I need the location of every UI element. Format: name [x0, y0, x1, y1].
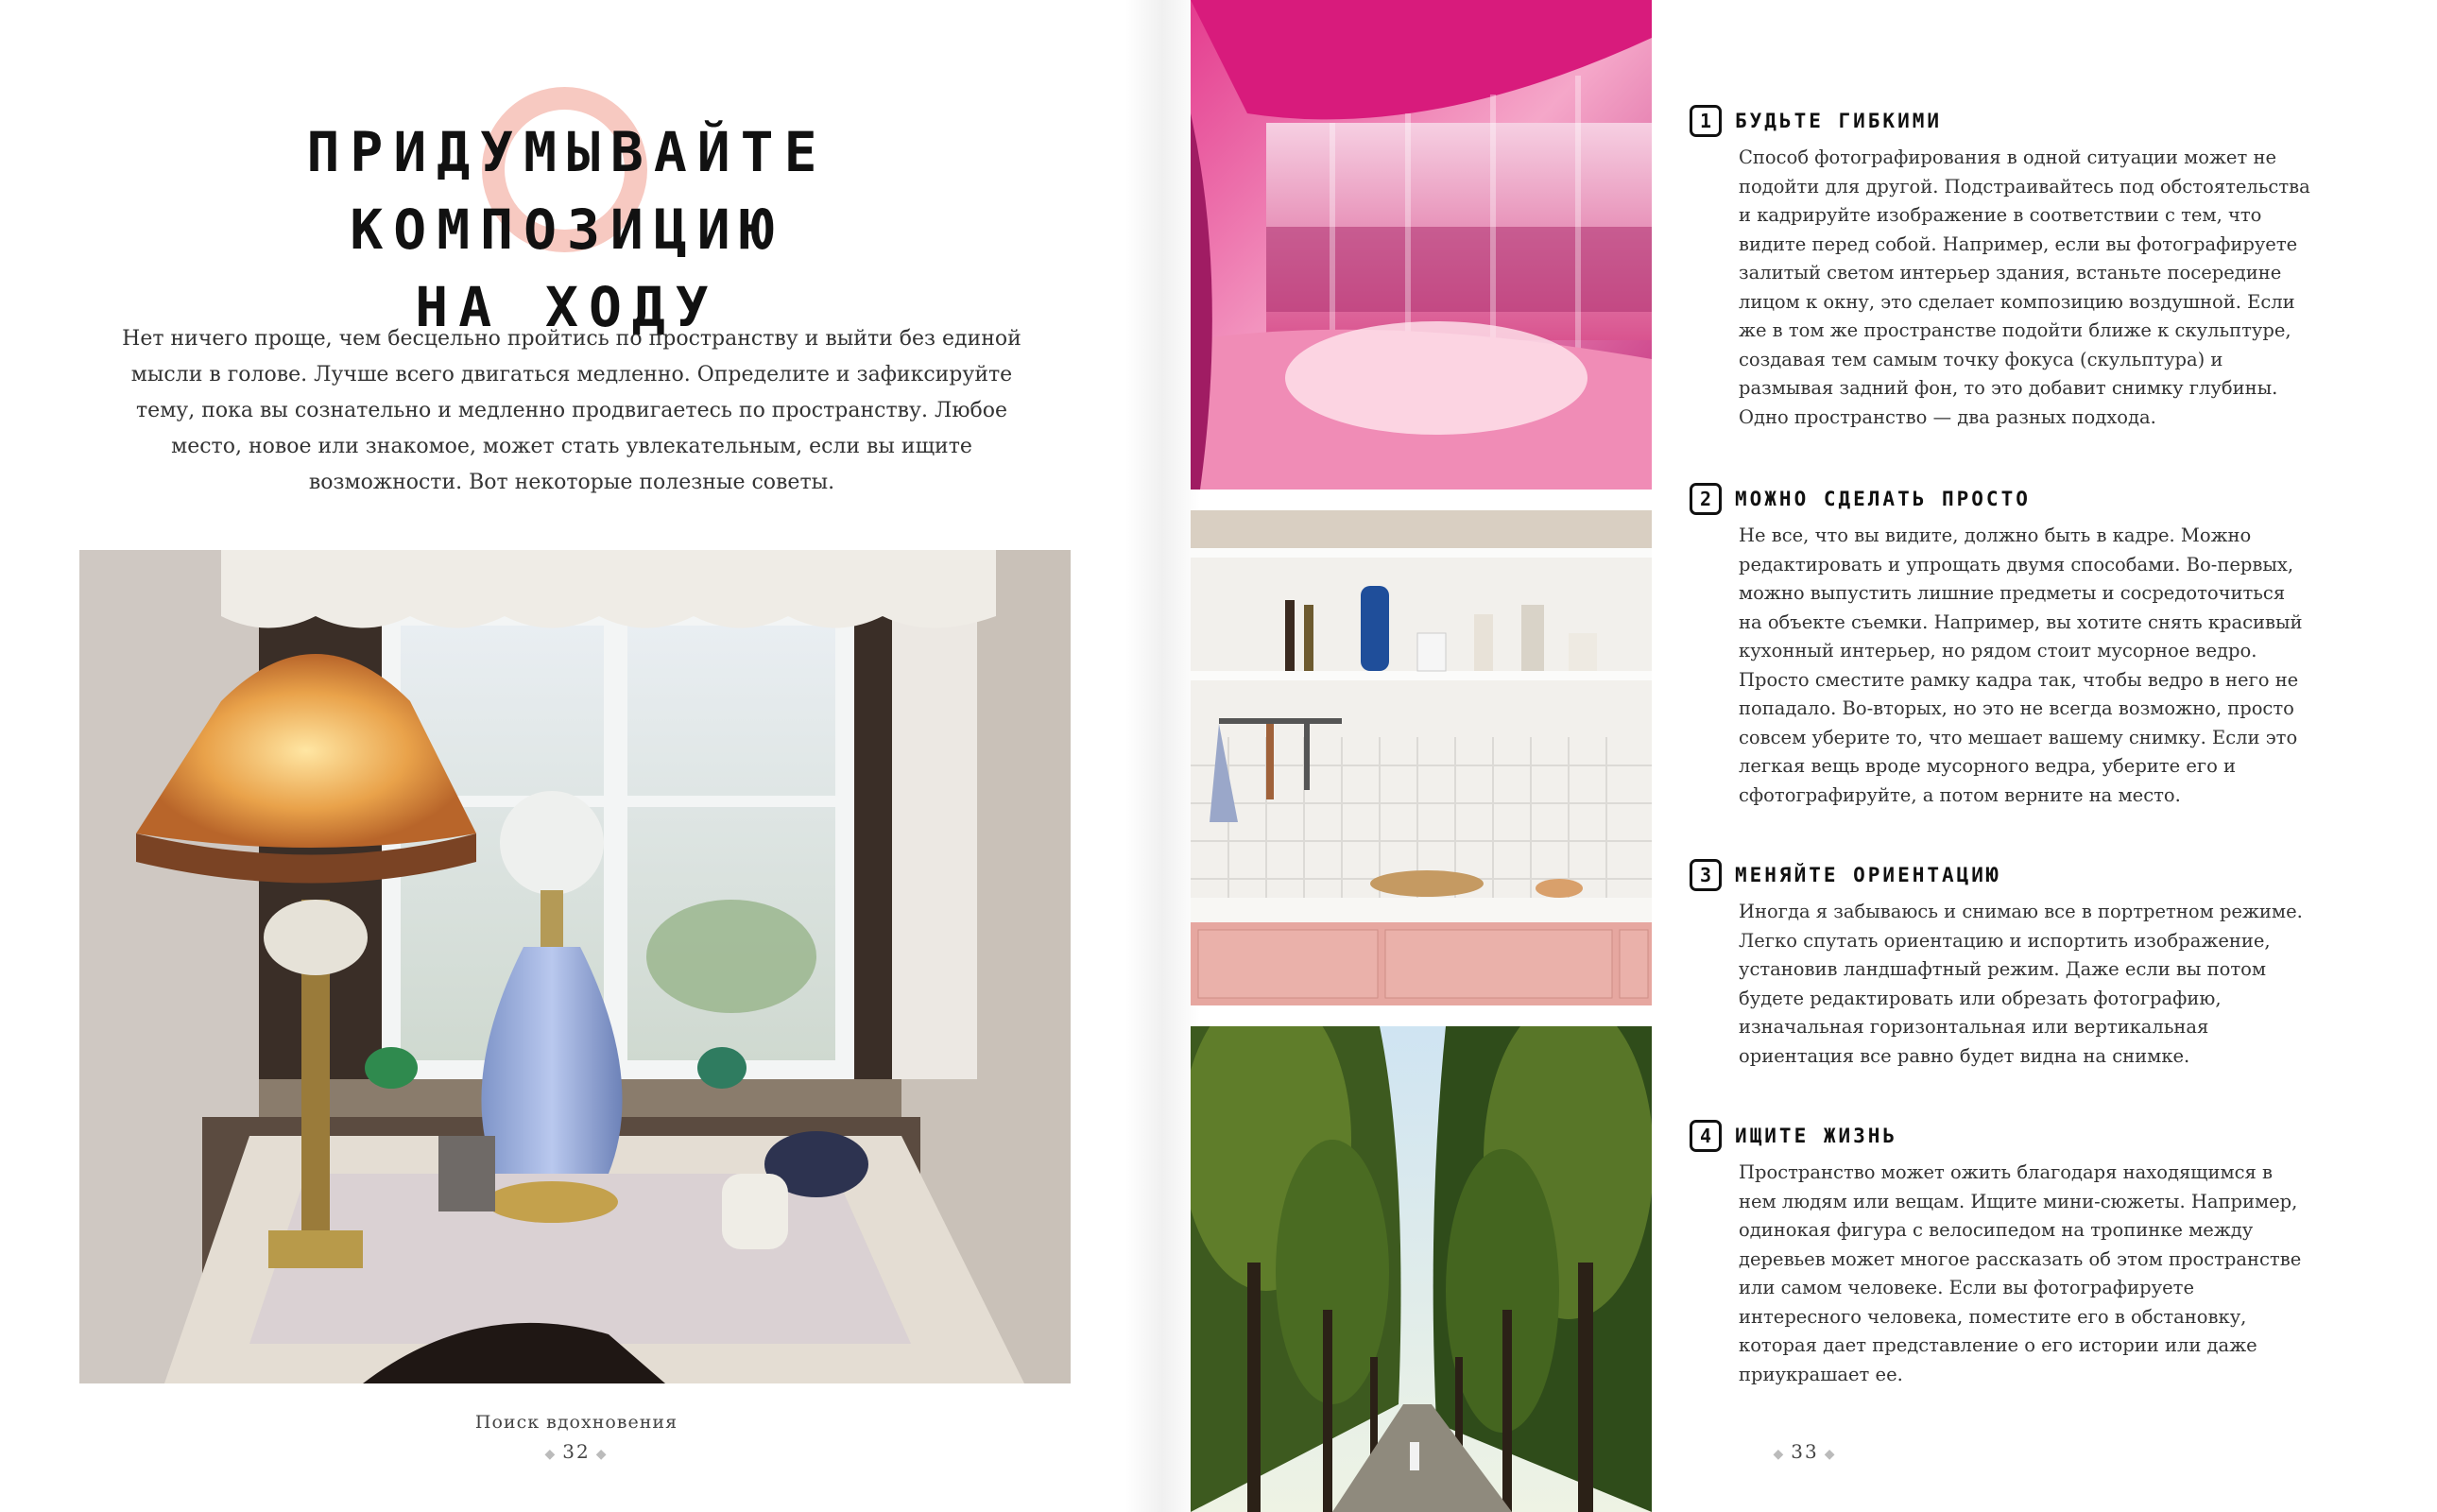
tip-3-number-badge: 3	[1690, 859, 1722, 891]
page-number-ornament-icon: ◆	[544, 1447, 558, 1462]
tip-4-text: Пространство может ожить благодаря находящимся в нем людям или вещам. Ищите мини-сюжеты. Например, одинокая фигура с велосипедом на тропинке между деревьев может многое рассказать об этом пространстве или самом человеке. Если вы фотографируете интересного человека, поместите его в обстановку, которая дает представление о его истории или даже приукрашает ее.	[1739, 1161, 2302, 1385]
tip-4-number-badge: 4	[1690, 1120, 1722, 1152]
tip-3-title: МЕНЯЙТЕ ОРИЕНТАЦИЮ	[1735, 864, 2001, 886]
tip-4-title: ИЩИТЕ ЖИЗНЬ	[1735, 1125, 1898, 1147]
tip-2	[1690, 480, 2313, 810]
tip-4-header	[1690, 1117, 2313, 1155]
title-line-2: НА ХОДУ	[415, 275, 719, 339]
pink-kitchen-shelves-photo	[1191, 510, 1652, 1005]
page-number-ornament-icon: ◆	[595, 1447, 609, 1462]
page-number-right-value: 33	[1791, 1440, 1819, 1463]
tip-3-text: Иногда я забываюсь и снимаю все в портретном режиме. Легко спутать ориентацию и испортить изображение, установив ландшафтный режим. Даже если вы потом будете редактировать или обрезать фотографию, изначальная горизонтальная или вертикальная ориентация все равно будет видна на снимке.	[1739, 901, 2303, 1067]
book-gutter	[1124, 0, 1200, 1512]
tip-2-text: Не все, что вы видите, должно быть в кадре. Можно редактировать и упрощать двумя способами. Во-первых, можно выпустить лишние предметы и сосредоточиться на объекте съемки. Например, вы хотите снять красивый кухонный интерьер, но рядом стоит мусорное ведро. Просто сместите рамку кадра так, чтобы ведро в него не попадало. Во-вторых, но это не всегда возможно, просто совсем уберите то, что мешает вашему снимку. Если это легкая вещь вроде мусорного ведра, уберите его и сфотографируйте, а потом верните на место.	[1739, 524, 2303, 806]
pink-glass-corridor-photo	[1191, 0, 1652, 490]
page-number-left-value: 32	[562, 1440, 591, 1463]
footer-section-title: Поиск вдохновения	[474, 1412, 678, 1433]
tip-3-header	[1690, 856, 2313, 894]
tip-4	[1690, 1117, 2313, 1389]
tip-1-number-badge: 1	[1690, 105, 1722, 137]
intro-paragraph: Нет ничего проще, чем бесцельно пройтись по пространству и выйти без единой мысли в голове. Лучше всего двигаться медленно. Определите и зафиксируйте тему, пока вы сознательно и медленно продвигаетесь по пространству. Любое место, новое или знакомое, может стать увлекательным, если вы ищите возможности. Вот некоторые полезные советы.	[122, 327, 1021, 494]
title-line-1: ПРИДУМЫВАЙТЕ КОМПОЗИЦИЮ	[306, 120, 828, 262]
page-number-left	[529, 1440, 624, 1463]
tree-alley-photo	[1191, 1026, 1652, 1512]
tip-3	[1690, 856, 2313, 1071]
tip-1	[1690, 102, 2313, 432]
tip-1-title: БУДЬТЕ ГИБКИМИ	[1735, 110, 1943, 132]
tip-1-header	[1690, 102, 2313, 140]
tip-2-header	[1690, 480, 2313, 518]
page-number-ornament-icon: ◆	[1824, 1447, 1837, 1462]
tip-2-title: МОЖНО СДЕЛАТЬ ПРОСТО	[1735, 488, 2031, 510]
page-number-ornament-icon: ◆	[1773, 1447, 1786, 1462]
page-number-right	[1758, 1440, 1852, 1463]
page-title	[76, 113, 1058, 346]
table-lamp-by-window-photo	[79, 550, 1071, 1383]
tip-2-number-badge: 2	[1690, 483, 1722, 515]
tip-1-text: Способ фотографирования в одной ситуации может не подойти для другой. Подстраивайтесь под обстоятельства и кадрируйте изображение в соответствии с тем, что видите перед собой. Например, если вы фотографируете залитый светом интерьер здания, встаньте посередине лицом к окну, это сделает композицию воздушной. Если же в том же пространстве подойти ближе к скульптуре, создавая тем самым точку фокуса (скульптура) и размывая задний фон, то это добавит снимку глубины. Одно пространство — два разных подхода.	[1739, 146, 2310, 428]
